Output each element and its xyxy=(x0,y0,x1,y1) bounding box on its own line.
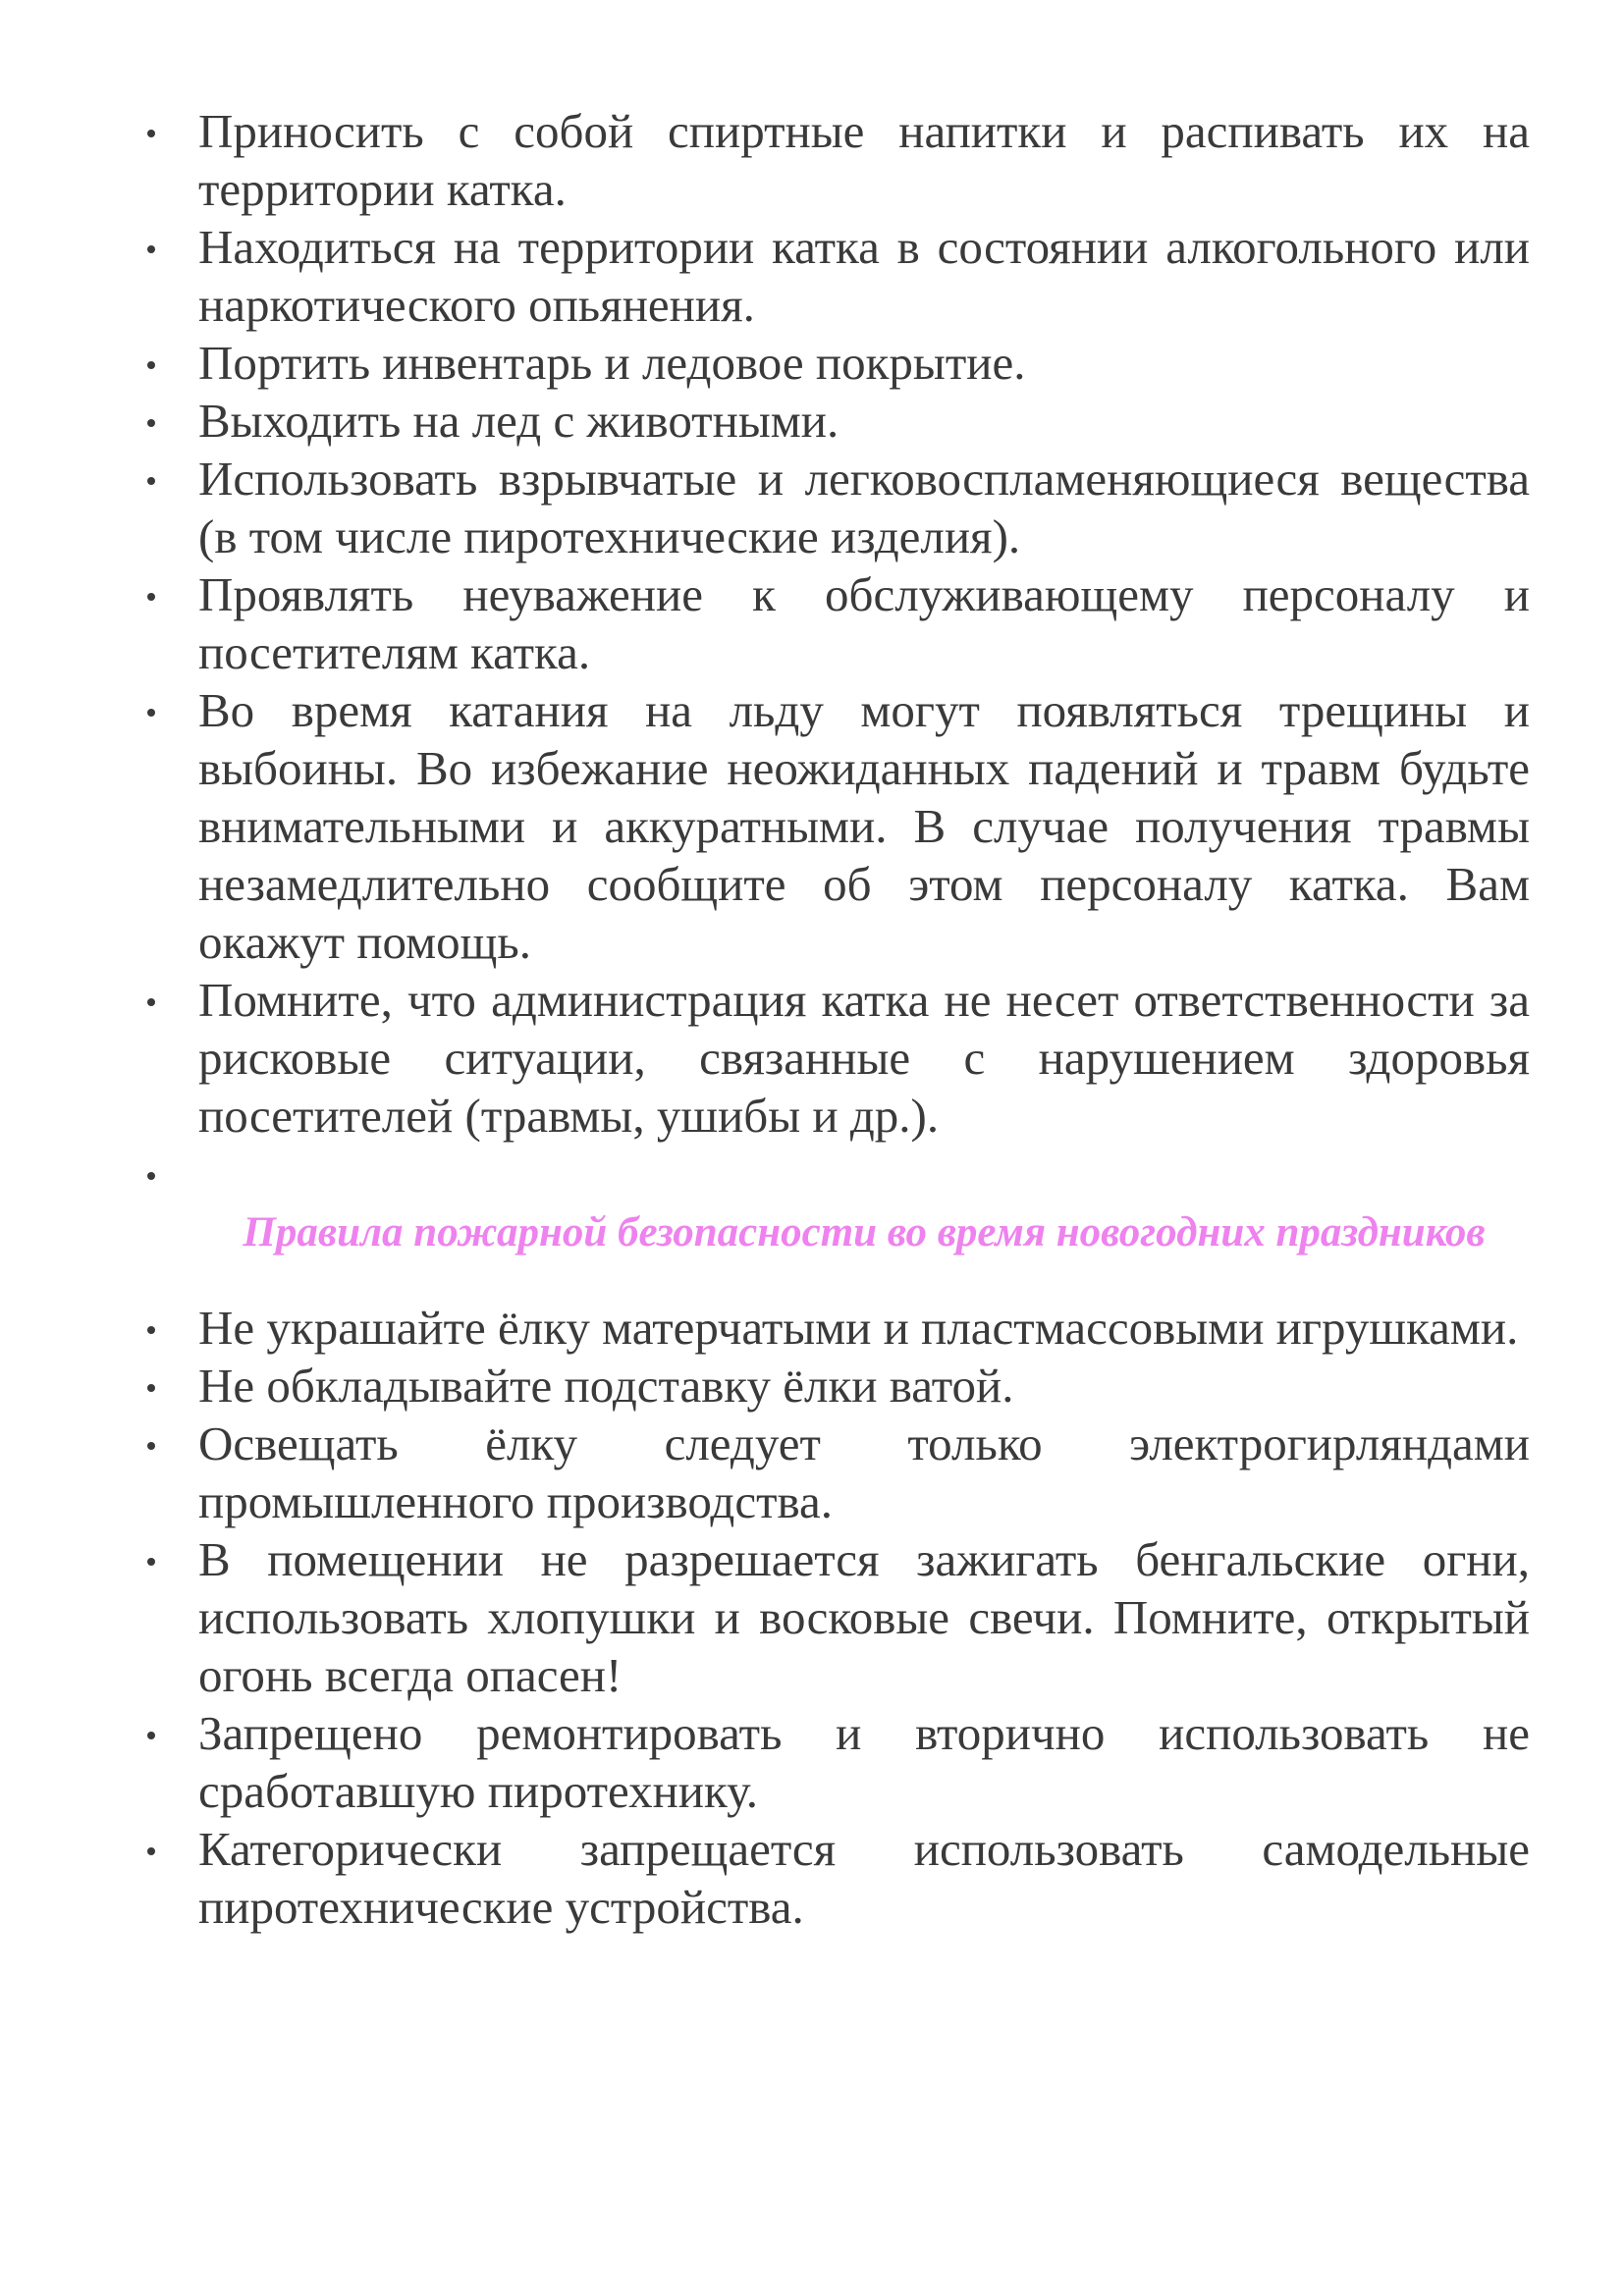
list-item: Запрещено ремонтировать и вторично использовать не сработавшую пиротехнику. xyxy=(145,1704,1530,1820)
rink-rules-list xyxy=(145,102,1530,1202)
list-item: Выходить на лед с животными. xyxy=(145,392,1530,450)
list-item: В помещении не разрешается зажигать бенгальские огни, использовать хлопушки и восковые свечи. Помните, открытый огонь всегда опасен! xyxy=(145,1530,1530,1704)
section-heading: Правила пожарной безопасности во время новогодних праздников xyxy=(243,1209,1486,1255)
list-item-empty xyxy=(145,1145,1530,1202)
list-item: Помните, что администрация катка не несет ответственности за рисковые ситуации, связанные с нарушением здоровья посетителей (травмы, ушибы и др.). xyxy=(145,971,1530,1145)
fire-safety-list xyxy=(145,1299,1530,1936)
list-item: Находиться на территории катка в состоянии алкогольного или наркотического опьянения. xyxy=(145,218,1530,334)
list-item: Проявлять неуважение к обслуживающему персоналу и посетителям катка. xyxy=(145,565,1530,681)
list-item: Во время катания на льду могут появляться трещины и выбоины. Во избежание неожиданных падений и травм будьте внимательными и аккуратными. В случае получения травмы незамедлительно сообщите об этом персоналу катка. Вам окажут помощь. xyxy=(145,681,1530,971)
list-item: Категорически запрещается использовать самодельные пиротехнические устройства. xyxy=(145,1820,1530,1936)
list-item: Приносить с собой спиртные напитки и распивать их на территории катка. xyxy=(145,102,1530,218)
list-item: Не обкладывайте подставку ёлки ватой. xyxy=(145,1357,1530,1415)
list-item: Портить инвентарь и ледовое покрытие. xyxy=(145,334,1530,392)
document-content xyxy=(145,102,1530,1936)
fire-safety-heading-wrap xyxy=(145,1204,1530,1261)
list-item: Использовать взрывчатые и легковоспламеняющиеся вещества (в том числе пиротехнические изделия). xyxy=(145,450,1530,565)
list-item: Не украшайте ёлку матерчатыми и пластмассовыми игрушками. xyxy=(145,1299,1530,1357)
list-item: Освещать ёлку следует только электрогирляндами промышленного производства. xyxy=(145,1415,1530,1530)
